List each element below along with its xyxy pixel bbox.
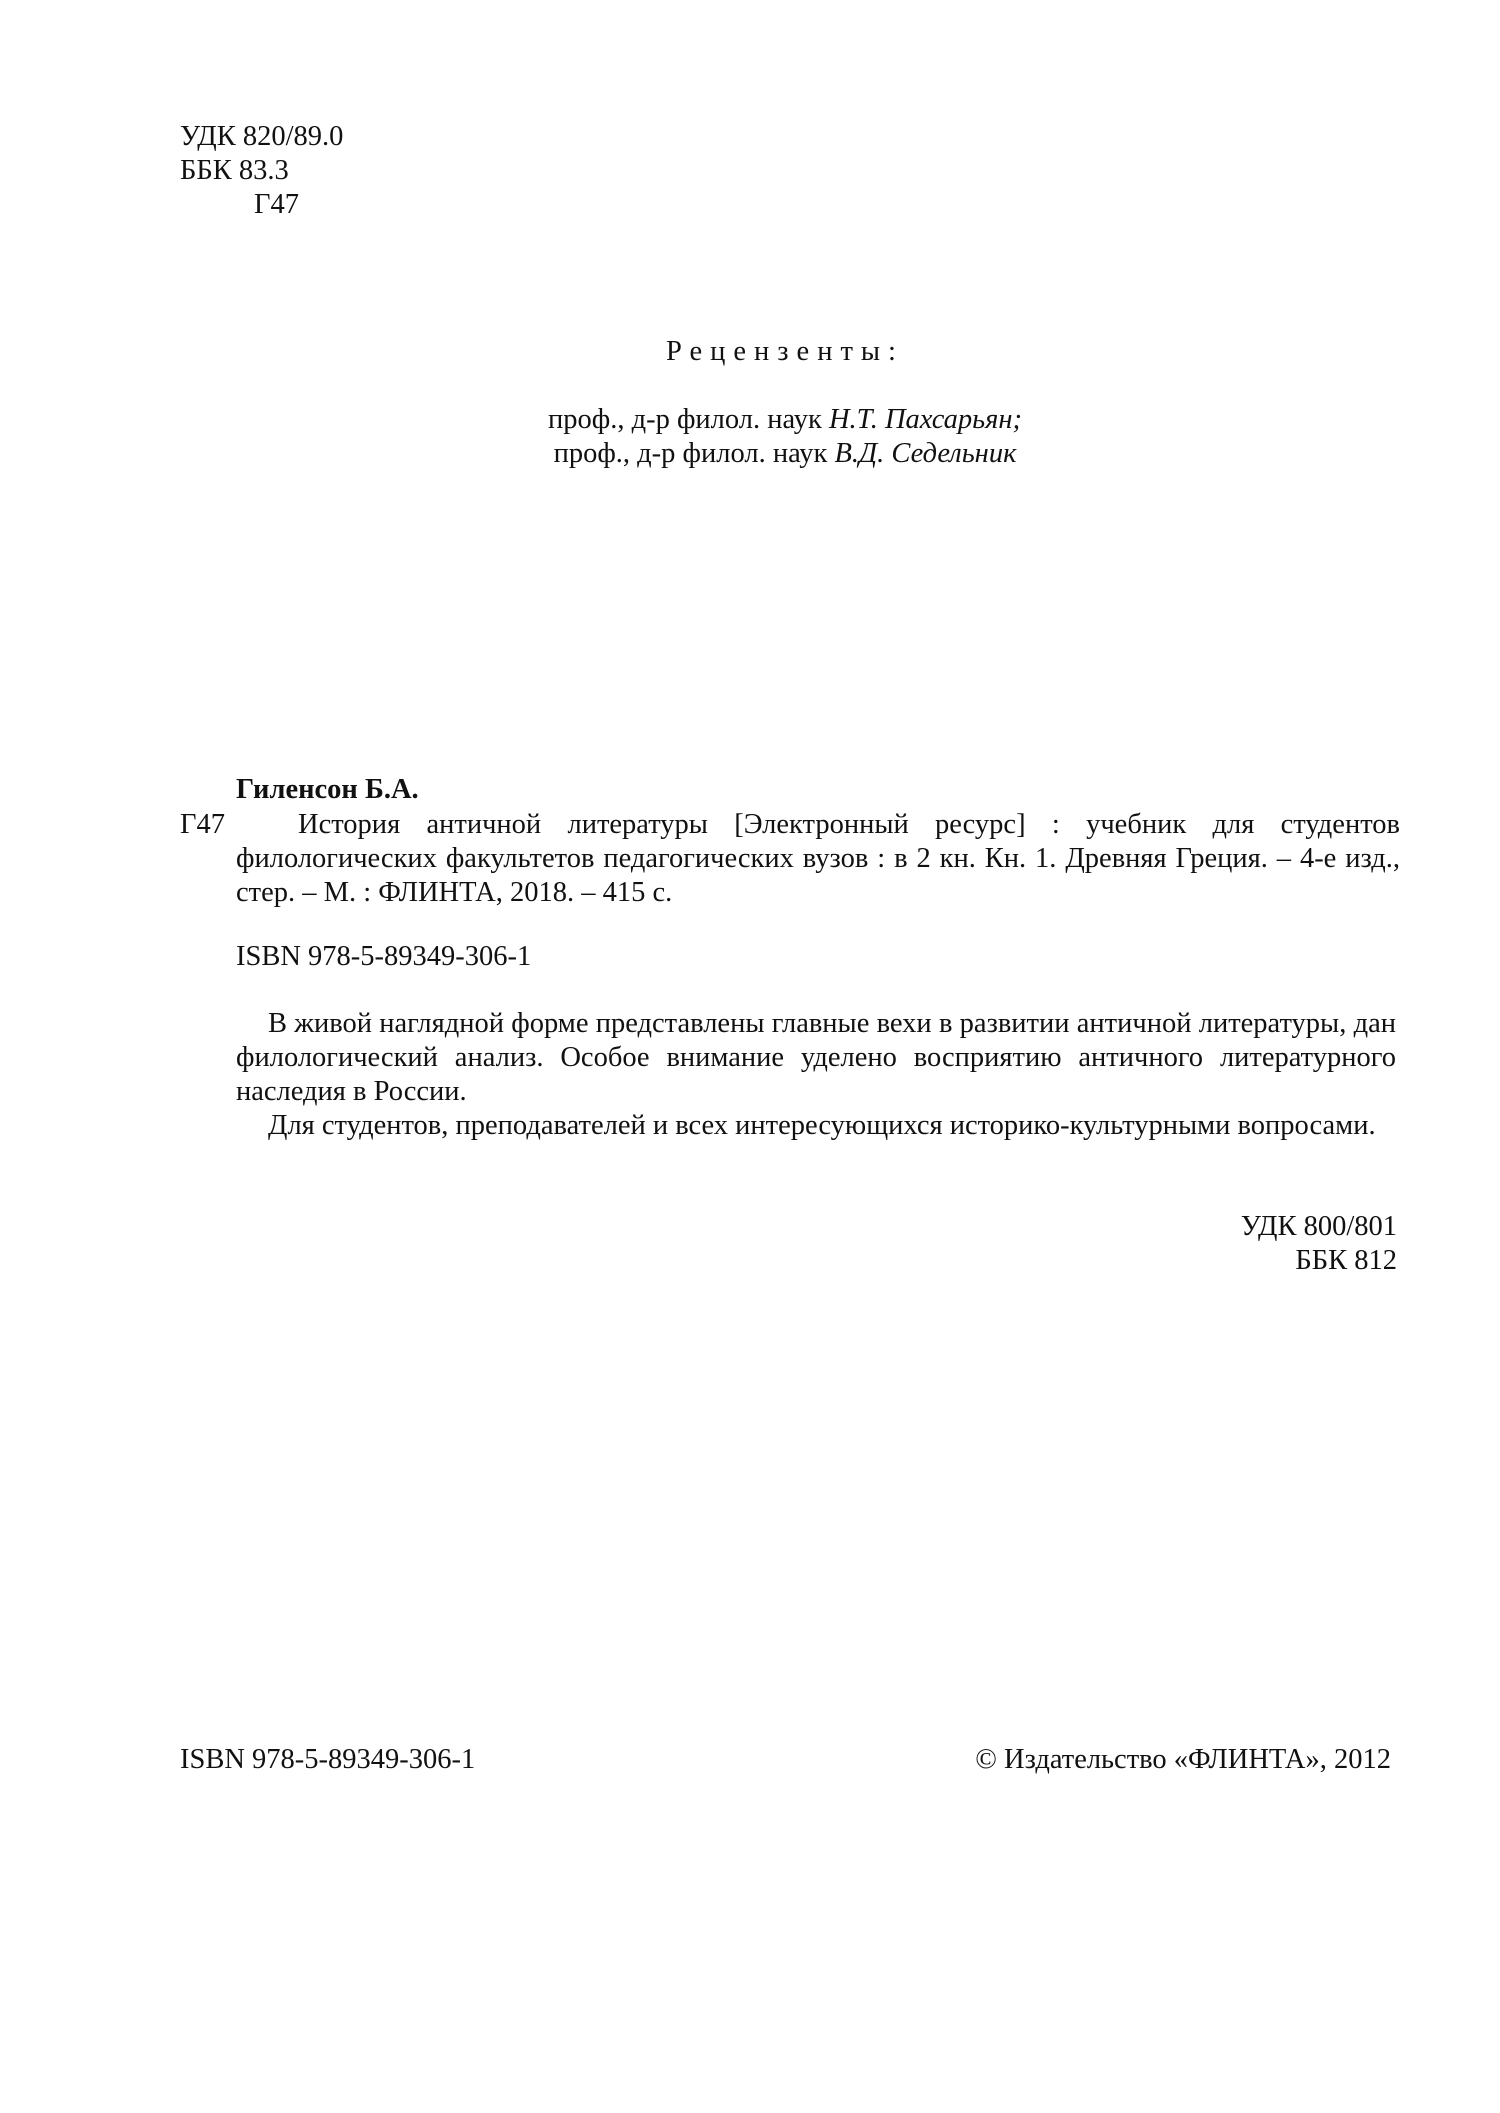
bbk-bottom: ББК 812 [1295, 1245, 1397, 1276]
reviewers-heading: Рецензенты: [666, 336, 904, 367]
reviewer-name: Н.Т. Пахсарьян; [828, 404, 1022, 435]
footer-isbn: ISBN 978-5-89349-306-1 [180, 1744, 476, 1775]
entry-isbn: ISBN 978-5-89349-306-1 [236, 941, 532, 972]
reviewer-line [0, 437, 1500, 471]
bbk-top: ББК 83.3 [180, 155, 289, 186]
entry-description: История античной литературы [Электронный ресурс] : учебник для студентов филологических факультетов педагогических вузов : в 2 кн. Кн. 1. Древняя Греция. – 4-е изд., стер. – М. : ФЛИНТА, 2018. – 415 с. [236, 809, 1400, 908]
reviewer-title: проф., д-р филол. наук [548, 404, 829, 435]
annotation-paragraph: В живой наглядной форме представлены главные вехи в развитии античной литературы, дан филологический анализ. Особое внимание уделено восприятию античного литературного наследия в России. [236, 1008, 1396, 1107]
footer-copyright: © Издательство «ФЛИНТА», 2012 [975, 1744, 1391, 1775]
reviewer-name: В.Д. Седельник [834, 438, 1017, 469]
udk-bottom: УДК 800/801 [1240, 1211, 1397, 1242]
entry-author-code: Г47 [180, 809, 225, 840]
entry-author: Гиленсон Б.А. [236, 774, 419, 805]
udk-top: УДК 820/89.0 [180, 121, 344, 152]
author-code-top: Г47 [254, 189, 299, 220]
annotation [236, 1007, 1396, 1143]
reviewer-title: проф., д-р филол. наук [553, 438, 835, 469]
annotation-paragraph: Для студентов, преподавателей и всех интересующихся историко-культурными вопросами. [268, 1110, 1376, 1141]
reviewer-line [0, 403, 1500, 437]
